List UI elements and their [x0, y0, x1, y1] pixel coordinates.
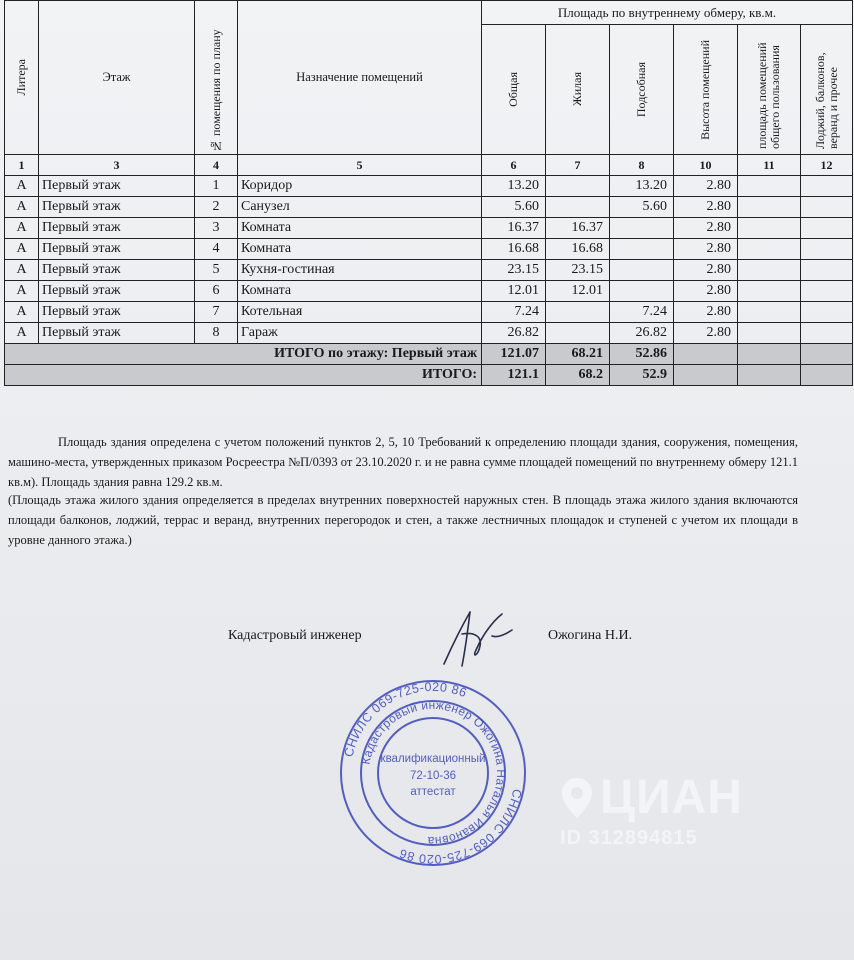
cell-living: 12.01 — [546, 281, 610, 302]
cell-balcony — [801, 302, 853, 323]
cell-height: 2.80 — [674, 260, 738, 281]
cell-purpose: Комната — [238, 281, 482, 302]
cell-balcony — [801, 260, 853, 281]
cell-litera: А — [5, 176, 39, 197]
cell-purpose: Котельная — [238, 302, 482, 323]
cell-aux — [610, 218, 674, 239]
cian-brand: ЦИАН — [600, 771, 743, 824]
cell-living — [546, 302, 610, 323]
stamp-snils-top: СНИЛС 069-725-020 86 — [341, 679, 469, 759]
table-row — [5, 323, 853, 344]
table-row — [5, 260, 853, 281]
table-row — [5, 218, 853, 239]
cell-living: 16.37 — [546, 218, 610, 239]
cell-living: 23.15 — [546, 260, 610, 281]
signature-role: Кадастровый инженер — [228, 628, 362, 643]
cell-room-no: 7 — [195, 302, 238, 323]
cell-height: 2.80 — [674, 239, 738, 260]
cell-living — [546, 197, 610, 218]
grand-total-aux: 52.9 — [610, 365, 674, 386]
grand-total-area: 121.1 — [482, 365, 546, 386]
note-building-area: Площадь здания определена с учетом положений пунктов 2, 5, 10 Требований к определению площади здания, сооружения, помещения, машино-места, утвержденных приказом Росреестра №П/0393 от 23.10.2020 г. и не равна сумме площадей помещений по внутреннему обмеру 121.1 кв.м). Площадь здания равна 129.2 кв.м. — [8, 435, 798, 489]
cell-height: 2.80 — [674, 323, 738, 344]
cell-height: 2.80 — [674, 197, 738, 218]
rooms-table — [4, 0, 853, 386]
cell-floor: Первый этаж — [39, 302, 195, 323]
cell-room-no: 4 — [195, 239, 238, 260]
cell-purpose: Санузел — [238, 197, 482, 218]
table-row — [5, 239, 853, 260]
grand-total-row — [5, 365, 853, 386]
cell-room-no: 8 — [195, 323, 238, 344]
cell-floor: Первый этаж — [39, 176, 195, 197]
stamp-line3: аттестат — [410, 786, 456, 798]
stamp-snils-bottom: СНИЛС 069-725-020 86 — [397, 787, 525, 867]
cell-floor: Первый этаж — [39, 218, 195, 239]
cell-total: 7.24 — [482, 302, 546, 323]
cell-height: 2.80 — [674, 176, 738, 197]
cell-room-no: 6 — [195, 281, 238, 302]
signature-name: Ожогина Н.И. — [548, 628, 633, 643]
cell-common — [738, 197, 801, 218]
table-row — [5, 176, 853, 197]
header-litera: Литера — [5, 1, 39, 155]
floor-total-aux: 52.86 — [610, 344, 674, 365]
stamp-line2: 72-10-36 — [409, 770, 457, 782]
cell-aux: 7.24 — [610, 302, 674, 323]
table-row — [5, 302, 853, 323]
cell-aux: 13.20 — [610, 176, 674, 197]
header-total: Общая — [482, 25, 546, 155]
grand-total-living: 68.2 — [546, 365, 610, 386]
header-room-no: № помещения по плану — [195, 1, 238, 155]
header-living: Жилая — [546, 25, 610, 155]
cell-litera: А — [5, 197, 39, 218]
cell-purpose: Комната — [238, 218, 482, 239]
header-balconies: Лоджий, балконов, веранд и прочее — [801, 25, 853, 155]
cadastral-engineer-stamp — [338, 678, 528, 868]
cell-purpose: Кухня-гостиная — [238, 260, 482, 281]
floor-total-area: 121.07 — [482, 344, 546, 365]
grand-total-label: ИТОГО: — [5, 365, 482, 386]
cell-floor: Первый этаж — [39, 239, 195, 260]
header-height: Высота помещений — [674, 25, 738, 155]
cell-balcony — [801, 218, 853, 239]
cell-balcony — [801, 239, 853, 260]
cell-total: 5.60 — [482, 197, 546, 218]
cell-total: 23.15 — [482, 260, 546, 281]
cell-litera: А — [5, 260, 39, 281]
location-pin-icon — [560, 776, 594, 820]
cell-litera: А — [5, 323, 39, 344]
signature-handwritten — [432, 606, 516, 670]
cell-floor: Первый этаж — [39, 281, 195, 302]
cell-balcony — [801, 176, 853, 197]
cell-aux — [610, 239, 674, 260]
cell-aux: 26.82 — [610, 323, 674, 344]
cell-common — [738, 302, 801, 323]
cell-room-no: 3 — [195, 218, 238, 239]
cell-room-no: 1 — [195, 176, 238, 197]
column-numbers-row: 1 3 4 5 6 7 8 10 11 12 — [5, 155, 853, 176]
cell-floor: Первый этаж — [39, 197, 195, 218]
cell-litera: А — [5, 218, 39, 239]
cell-total: 12.01 — [482, 281, 546, 302]
floor-total-label: ИТОГО по этажу: Первый этаж — [5, 344, 482, 365]
cell-aux: 5.60 — [610, 197, 674, 218]
cian-watermark — [560, 770, 743, 850]
cell-total: 26.82 — [482, 323, 546, 344]
cell-floor: Первый этаж — [39, 323, 195, 344]
table-row — [5, 197, 853, 218]
cell-common — [738, 281, 801, 302]
cell-litera: А — [5, 239, 39, 260]
cell-common — [738, 239, 801, 260]
floor-total-row — [5, 344, 853, 365]
cell-height: 2.80 — [674, 218, 738, 239]
cell-room-no: 2 — [195, 197, 238, 218]
header-area-group: Площадь по внутреннему обмеру, кв.м. — [482, 1, 853, 25]
floor-total-living: 68.21 — [546, 344, 610, 365]
cell-room-no: 5 — [195, 260, 238, 281]
cell-common — [738, 260, 801, 281]
cell-purpose: Комната — [238, 239, 482, 260]
note-floor-area: (Площадь этажа жилого здания определяется в пределах внутренних поверхностей наружных стен. В площадь этажа жилого здания включаются площади балконов, лоджий, террас и веранд, внутренних перегородок и стен, а также лестничных площадок и ступеней с учетом их площади в уровне данного этажа.) — [8, 493, 798, 547]
header-common-use: площадь помещений общего пользования — [738, 25, 801, 155]
cell-floor: Первый этаж — [39, 260, 195, 281]
cell-common — [738, 323, 801, 344]
listing-id: ID 312894815 — [560, 827, 698, 849]
cell-purpose: Коридор — [238, 176, 482, 197]
cell-balcony — [801, 281, 853, 302]
table-row — [5, 281, 853, 302]
cell-height: 2.80 — [674, 302, 738, 323]
cell-litera: А — [5, 281, 39, 302]
header-purpose: Назначение помещений — [238, 1, 482, 155]
cell-living: 16.68 — [546, 239, 610, 260]
cell-total: 16.68 — [482, 239, 546, 260]
cell-aux — [610, 281, 674, 302]
cell-total: 13.20 — [482, 176, 546, 197]
stamp-line1: квалификационный — [380, 753, 486, 765]
cell-common — [738, 218, 801, 239]
cell-aux — [610, 260, 674, 281]
cell-common — [738, 176, 801, 197]
cell-living — [546, 176, 610, 197]
header-floor: Этаж — [39, 1, 195, 155]
cell-balcony — [801, 323, 853, 344]
cell-living — [546, 323, 610, 344]
svg-text:СНИЛС 069-725-020 86 — [342, 680, 469, 759]
cell-litera: А — [5, 302, 39, 323]
stamp-inner-ring: Кадастровый инженер Ожогина Наталья Ивановна — [358, 697, 509, 849]
header-auxiliary: Подсобная — [610, 25, 674, 155]
cell-purpose: Гараж — [238, 323, 482, 344]
cell-balcony — [801, 197, 853, 218]
cell-height: 2.80 — [674, 281, 738, 302]
cell-total: 16.37 — [482, 218, 546, 239]
svg-text:СНИЛС 069-725-020 86 — [397, 788, 524, 867]
